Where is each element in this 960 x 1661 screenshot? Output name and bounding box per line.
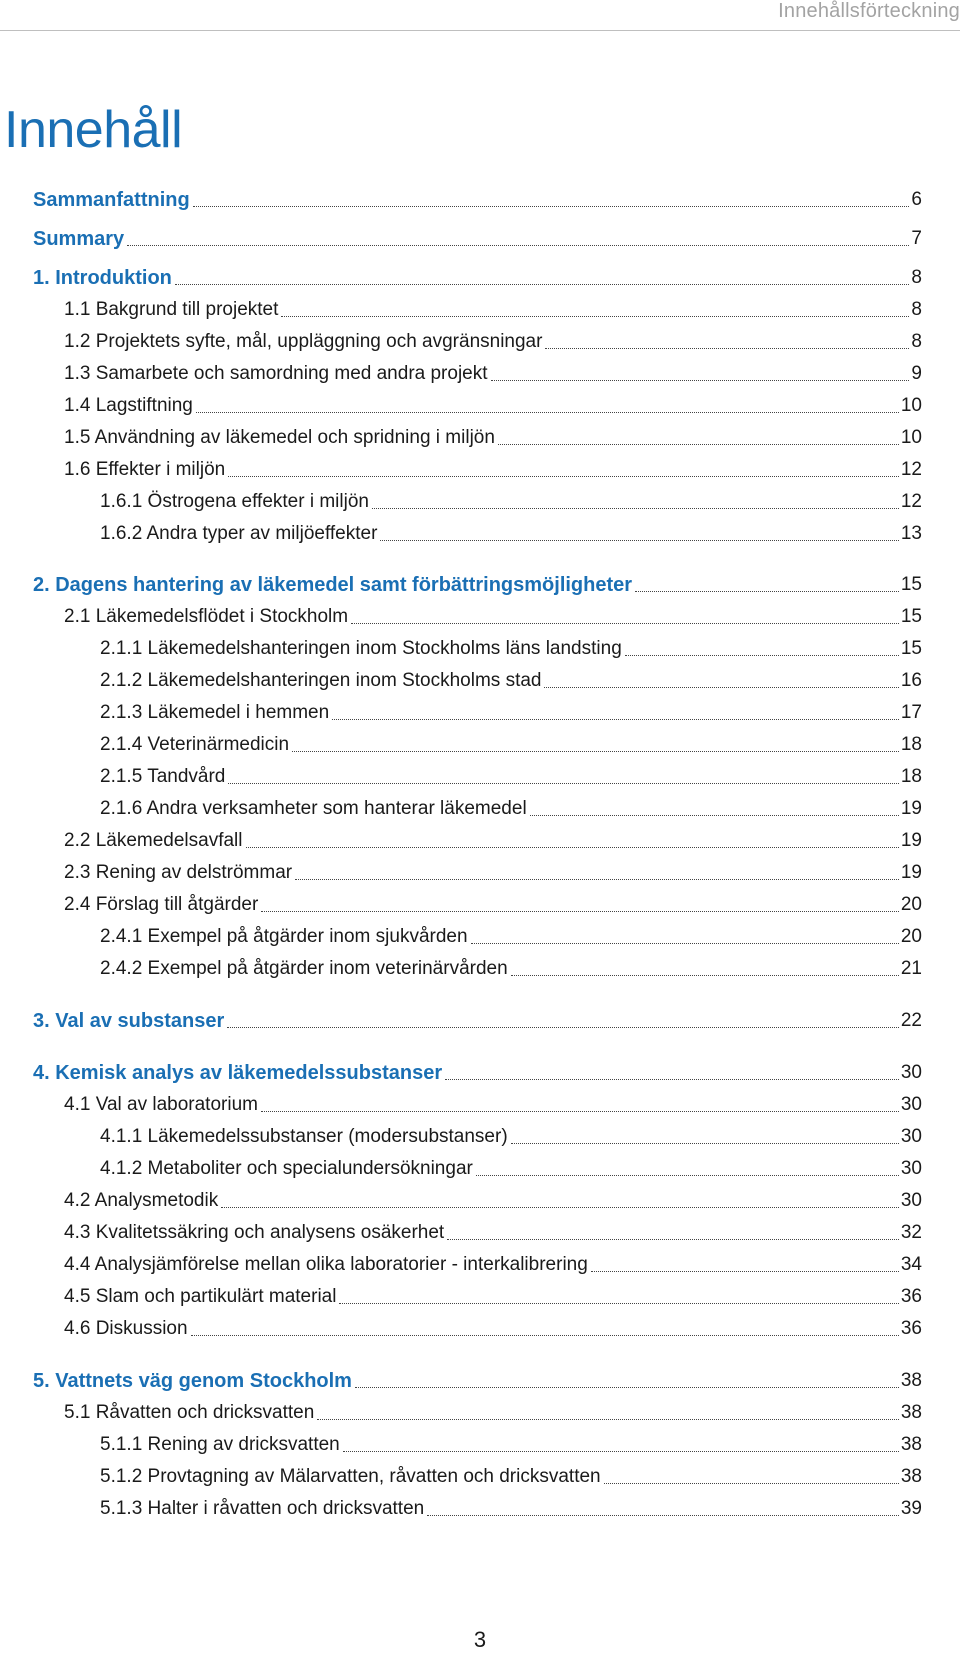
toc-dot-leader xyxy=(355,1387,899,1388)
toc-entry[interactable] xyxy=(100,791,922,821)
toc-entry[interactable] xyxy=(64,823,922,853)
toc-entry-page: 7 xyxy=(911,228,922,249)
toc-entry[interactable] xyxy=(33,567,922,597)
toc-entry[interactable] xyxy=(64,599,922,629)
toc-dot-leader xyxy=(635,591,899,592)
toc-entry-page: 38 xyxy=(900,1434,922,1455)
toc-entry-label: 2.1.5 Tandvård xyxy=(100,766,226,787)
toc-entry-page: 15 xyxy=(900,574,922,595)
toc-entry-page: 8 xyxy=(911,267,922,288)
toc-entry-label: Summary xyxy=(33,228,125,250)
toc-entry-label: 1.4 Lagstiftning xyxy=(64,395,193,416)
toc-dot-leader xyxy=(127,245,909,246)
toc-entry-page: 16 xyxy=(900,670,922,691)
toc-entry[interactable] xyxy=(64,1215,922,1245)
toc-entry-page: 13 xyxy=(900,523,922,544)
toc-dot-leader xyxy=(604,1483,899,1484)
toc-entry-label: 2.1.6 Andra verksamheter som hanterar läkemedel xyxy=(100,798,527,819)
toc-entry-page: 8 xyxy=(911,331,922,352)
toc-dot-leader xyxy=(372,508,899,509)
toc-entry-label: 2.1 Läkemedelsflödet i Stockholm xyxy=(64,606,349,627)
toc-entry-label: 3. Val av substanser xyxy=(33,1010,225,1032)
toc-entry-label: 4.1.1 Läkemedelssubstanser (modersubstanser) xyxy=(100,1126,508,1147)
toc-entry[interactable] xyxy=(64,324,922,354)
toc-entry[interactable] xyxy=(33,1003,922,1033)
toc-entry-page: 19 xyxy=(900,830,922,851)
toc-dot-leader xyxy=(292,751,899,752)
toc-entry[interactable] xyxy=(100,951,922,981)
toc-entry-label: 2.1.4 Veterinärmedicin xyxy=(100,734,290,755)
toc-entry-label: 1.6.2 Andra typer av miljöeffekter xyxy=(100,523,378,544)
toc-entry[interactable] xyxy=(64,1183,922,1213)
toc-entry[interactable] xyxy=(64,1311,922,1341)
toc-dot-leader xyxy=(447,1239,899,1240)
toc-dot-leader xyxy=(332,719,899,720)
toc-entry-label: 2.4.2 Exempel på åtgärder inom veterinärvården xyxy=(100,958,508,979)
toc-dot-leader xyxy=(191,1335,899,1336)
toc-entry[interactable] xyxy=(100,484,922,514)
toc-dot-leader xyxy=(221,1207,899,1208)
toc-entry-page: 19 xyxy=(900,862,922,883)
toc-entry-label: 5.1.1 Rening av dricksvatten xyxy=(100,1434,340,1455)
toc-dot-leader xyxy=(317,1419,899,1420)
toc-dot-leader xyxy=(281,316,909,317)
toc-entry[interactable] xyxy=(64,1279,922,1309)
toc-entry-page: 8 xyxy=(911,299,922,320)
toc-entry-page: 12 xyxy=(900,491,922,512)
toc-entry-label: 2.1.2 Läkemedelshanteringen inom Stockholms stad xyxy=(100,670,542,691)
toc-dot-leader xyxy=(427,1515,899,1516)
toc-dot-leader xyxy=(339,1303,898,1304)
toc-entry-label: 4.1.2 Metaboliter och specialundersökningar xyxy=(100,1158,473,1179)
toc-dot-leader xyxy=(196,412,899,413)
toc-entry-label: 2. Dagens hantering av läkemedel samt förbättringsmöjligheter xyxy=(33,574,633,596)
toc-entry-label: 5. Vattnets väg genom Stockholm xyxy=(33,1370,352,1392)
page-number: 3 xyxy=(473,1627,487,1652)
toc-dot-leader xyxy=(228,476,899,477)
toc-entry-page: 20 xyxy=(900,894,922,915)
toc-dot-leader xyxy=(445,1079,899,1080)
toc-entry-label: 4.1 Val av laboratorium xyxy=(64,1094,258,1115)
toc-entry[interactable] xyxy=(100,1119,922,1149)
toc-entry-label: 4.4 Analysjämförelse mellan olika laboratorier - interkalibrering xyxy=(64,1254,588,1275)
toc-dot-leader xyxy=(246,847,899,848)
toc-entry-page: 38 xyxy=(900,1370,922,1391)
toc-entry[interactable] xyxy=(33,1055,922,1085)
toc-entry-label: 1.1 Bakgrund till projektet xyxy=(64,299,279,320)
toc-dot-leader xyxy=(261,1111,899,1112)
toc-entry[interactable] xyxy=(64,292,922,322)
toc-dot-leader xyxy=(625,655,899,656)
toc-entry-page: 17 xyxy=(900,702,922,723)
toc-dot-leader xyxy=(491,380,910,381)
toc-entry[interactable] xyxy=(100,663,922,693)
toc-entry-label: 2.4 Förslag till åtgärder xyxy=(64,894,259,915)
toc-entry-page: 36 xyxy=(900,1318,922,1339)
toc-dot-leader xyxy=(471,943,899,944)
toc-entry[interactable] xyxy=(100,727,922,757)
toc-dot-leader xyxy=(511,1143,899,1144)
toc-entry[interactable] xyxy=(100,631,922,661)
toc-entry-label: 2.1.3 Läkemedel i hemmen xyxy=(100,702,330,723)
toc-entry-page: 22 xyxy=(900,1010,922,1031)
toc-entry-page: 39 xyxy=(900,1498,922,1519)
toc-dot-leader xyxy=(380,540,898,541)
toc-entry-page: 18 xyxy=(900,766,922,787)
toc-entry-page: 30 xyxy=(900,1126,922,1147)
toc-entry-page: 38 xyxy=(900,1402,922,1423)
toc-entry[interactable] xyxy=(100,1427,922,1457)
toc-entry-page: 30 xyxy=(900,1158,922,1179)
toc-entry-page: 19 xyxy=(900,798,922,819)
toc-entry-page: 30 xyxy=(900,1190,922,1211)
toc-entry[interactable] xyxy=(33,260,922,290)
toc-entry[interactable] xyxy=(100,516,922,546)
toc-entry-label: 5.1 Råvatten och dricksvatten xyxy=(64,1402,315,1423)
toc-dot-leader xyxy=(227,1027,899,1028)
toc-entry-page: 20 xyxy=(900,926,922,947)
toc-entry-label: Sammanfattning xyxy=(33,189,190,211)
toc-dot-leader xyxy=(544,687,898,688)
toc-entry[interactable] xyxy=(64,1395,922,1425)
toc-entry[interactable] xyxy=(33,221,922,251)
toc-entry-page: 30 xyxy=(900,1062,922,1083)
toc-entry-label: 1.6.1 Östrogena effekter i miljön xyxy=(100,491,369,512)
toc-entry-page: 6 xyxy=(911,189,922,210)
toc-entry[interactable] xyxy=(64,420,922,450)
toc-entry-label: 4.2 Analysmetodik xyxy=(64,1190,219,1211)
toc-entry[interactable] xyxy=(64,452,922,482)
toc-entry-page: 15 xyxy=(900,606,922,627)
toc-entry[interactable] xyxy=(100,1151,922,1181)
toc-entry-page: 32 xyxy=(900,1222,922,1243)
toc-entry-label: 4.3 Kvalitetssäkring och analysens osäkerhet xyxy=(64,1222,445,1243)
toc-entry-label: 4. Kemisk analys av läkemedelssubstanser xyxy=(33,1062,443,1084)
toc-entry-label: 5.1.2 Provtagning av Mälarvatten, råvatten och dricksvatten xyxy=(100,1466,601,1487)
toc-dot-leader xyxy=(261,911,899,912)
toc-entry[interactable] xyxy=(33,1363,922,1393)
toc-entry[interactable] xyxy=(100,919,922,949)
toc-entry-label: 4.5 Slam och partikulärt material xyxy=(64,1286,337,1307)
toc-entry-page: 30 xyxy=(900,1094,922,1115)
toc-entry-label: 1.3 Samarbete och samordning med andra projekt xyxy=(64,363,488,384)
toc-dot-leader xyxy=(228,783,899,784)
toc-entry-page: 21 xyxy=(900,958,922,979)
toc-entry-label: 1.5 Användning av läkemedel och spridning i miljön xyxy=(64,427,495,448)
toc-entry-page: 34 xyxy=(900,1254,922,1275)
toc-entry[interactable] xyxy=(100,759,922,789)
toc-entry-label: 2.2 Läkemedelsavfall xyxy=(64,830,243,851)
toc-entry-label: 5.1.3 Halter i råvatten och dricksvatten xyxy=(100,1498,425,1519)
toc-entry-label: 1.6 Effekter i miljön xyxy=(64,459,226,480)
toc-dot-leader xyxy=(476,1175,899,1176)
toc-entry[interactable] xyxy=(64,887,922,917)
toc-entry-page: 38 xyxy=(900,1466,922,1487)
toc-entry[interactable] xyxy=(64,388,922,418)
toc-entry-label: 1. Introduktion xyxy=(33,267,172,289)
toc-entry-label: 1.2 Projektets syfte, mål, uppläggning och avgränsningar xyxy=(64,331,543,352)
toc-dot-leader xyxy=(351,623,899,624)
toc-dot-leader xyxy=(545,348,909,349)
toc-entry-page: 12 xyxy=(900,459,922,480)
toc-entry-page: 10 xyxy=(900,395,922,416)
toc-entry[interactable] xyxy=(100,1491,922,1521)
toc-dot-leader xyxy=(511,975,899,976)
toc-entry-page: 9 xyxy=(911,363,922,384)
toc-entry-label: 2.1.1 Läkemedelshanteringen inom Stockholms läns landsting xyxy=(100,638,622,659)
toc-entry-page: 18 xyxy=(900,734,922,755)
toc-entry-label: 2.4.1 Exempel på åtgärder inom sjukvården xyxy=(100,926,468,947)
toc-entry-label: 2.3 Rening av delströmmar xyxy=(64,862,293,883)
toc-entry-page: 15 xyxy=(900,638,922,659)
toc-dot-leader xyxy=(175,284,910,285)
toc-entry[interactable] xyxy=(33,182,922,212)
toc-entry-page: 10 xyxy=(900,427,922,448)
toc-entry[interactable] xyxy=(64,356,922,386)
toc-entry[interactable] xyxy=(100,1459,922,1489)
toc-entry-page: 36 xyxy=(900,1286,922,1307)
toc-dot-leader xyxy=(295,879,899,880)
toc-dot-leader xyxy=(498,444,899,445)
toc-dot-leader xyxy=(193,206,910,207)
toc-dot-leader xyxy=(530,815,899,816)
toc-entry[interactable] xyxy=(64,855,922,885)
toc-entry[interactable] xyxy=(64,1087,922,1117)
toc-dot-leader xyxy=(591,1271,899,1272)
toc-entry-label: 4.6 Diskussion xyxy=(64,1318,188,1339)
running-header-title: Innehållsförteckning xyxy=(778,0,960,22)
page-title: Innehåll xyxy=(4,101,183,159)
toc-entry[interactable] xyxy=(64,1247,922,1277)
toc-dot-leader xyxy=(343,1451,899,1452)
toc-entry[interactable] xyxy=(100,695,922,725)
